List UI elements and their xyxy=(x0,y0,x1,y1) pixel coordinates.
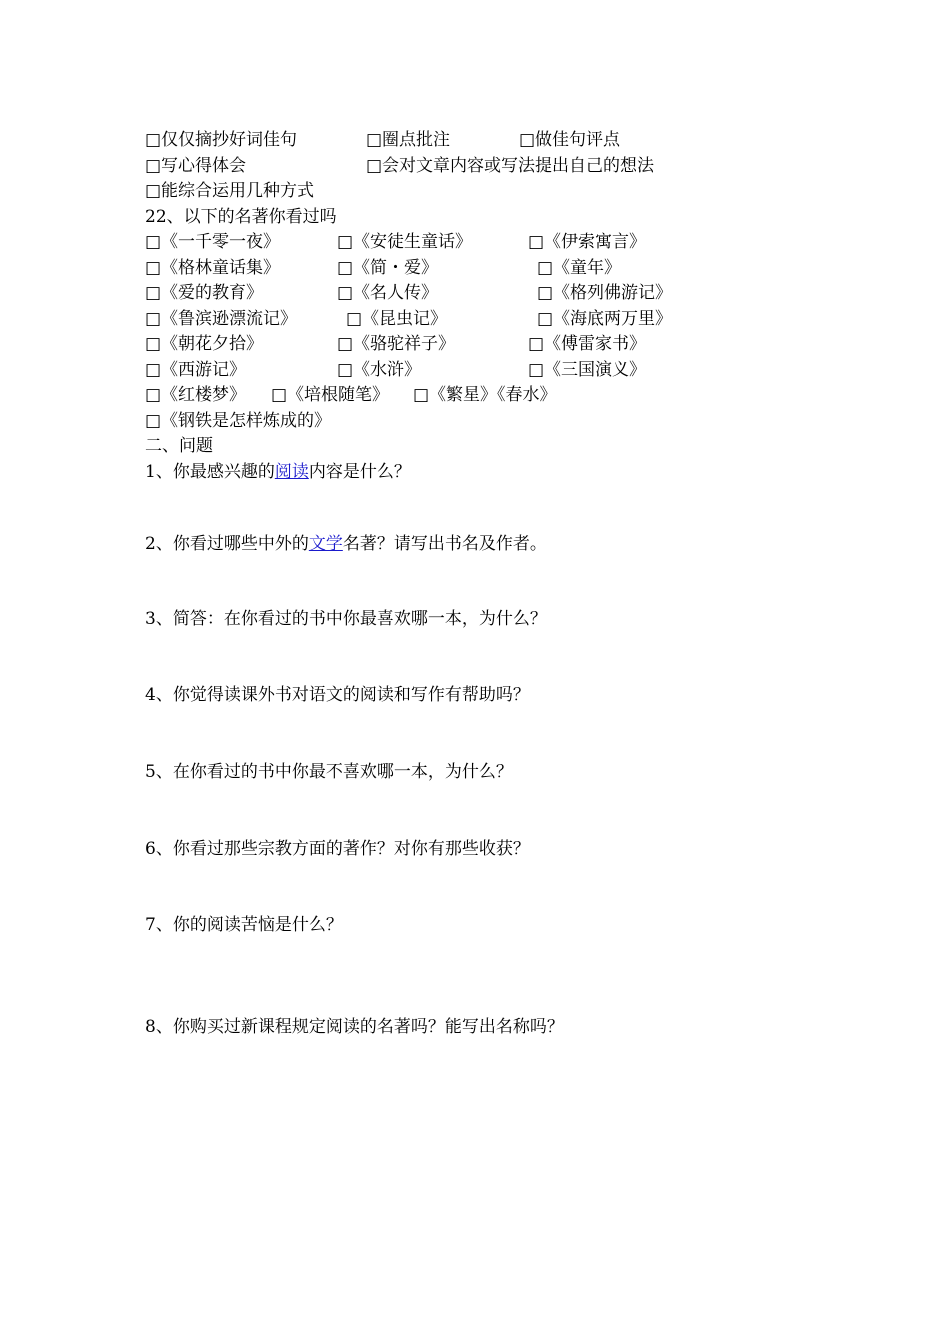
question-7: 7、你的阅读苦恼是什么？ xyxy=(145,915,343,935)
book-option[interactable]: □《简・爱》 xyxy=(337,258,439,278)
question-6: 6、你看过那些宗教方面的著作？对你有那些收获？ xyxy=(145,839,530,859)
book-option[interactable]: □《海底两万里》 xyxy=(537,309,673,329)
book-option[interactable]: □《培根随笔》 xyxy=(271,385,390,405)
book-option[interactable]: □《伊索寓言》 xyxy=(528,232,647,252)
question-2 xyxy=(145,533,547,555)
book-option[interactable]: □《骆驼祥子》 xyxy=(337,334,456,354)
book-option[interactable]: □《爱的教育》 xyxy=(145,283,264,303)
book-option[interactable]: □《繁星》《春水》 xyxy=(413,385,557,405)
section-heading: 二、问题 xyxy=(145,436,213,456)
q22-title: 22、以下的名著你看过吗 xyxy=(145,207,337,227)
option-write-reflections[interactable]: □写心得体会 xyxy=(145,156,247,176)
option-combine-methods[interactable]: □能综合运用几种方式 xyxy=(145,181,315,201)
question-text: 2、你看过哪些中外的 xyxy=(145,534,309,554)
book-option[interactable]: □《格列佛游记》 xyxy=(537,283,673,303)
book-option[interactable]: □《水浒》 xyxy=(337,360,422,380)
question-3: 3、简答：在你看过的书中你最喜欢哪一本，为什么？ xyxy=(145,609,547,629)
question-4: 4、你觉得读课外书对语文的阅读和写作有帮助吗？ xyxy=(145,685,530,705)
book-option[interactable]: □《一千零一夜》 xyxy=(145,232,281,252)
option-copy-phrases[interactable]: □仅仅摘抄好词佳句 xyxy=(145,130,298,150)
book-option[interactable]: □《西游记》 xyxy=(145,360,247,380)
book-option[interactable]: □《名人传》 xyxy=(337,283,439,303)
option-comment-sentences[interactable]: □做佳句评点 xyxy=(519,130,621,150)
question-5: 5、在你看过的书中你最不喜欢哪一本，为什么？ xyxy=(145,762,513,782)
question-text: 内容是什么？ xyxy=(308,462,411,482)
question-text: 1、你最感兴趣的 xyxy=(145,462,275,482)
book-option[interactable]: □《钢铁是怎样炼成的》 xyxy=(145,411,332,431)
book-option[interactable]: □《红楼梦》 xyxy=(145,385,247,405)
book-option[interactable]: □《傅雷家书》 xyxy=(528,334,647,354)
book-option[interactable]: □《鲁滨逊漂流记》 xyxy=(145,309,298,329)
book-option[interactable]: □《童年》 xyxy=(537,258,622,278)
literature-link[interactable]: 文学 xyxy=(308,534,343,554)
reading-link[interactable]: 阅读 xyxy=(274,462,309,482)
option-annotate[interactable]: □圈点批注 xyxy=(366,130,451,150)
question-text: 名著？请写出书名及作者。 xyxy=(342,534,547,554)
question-1 xyxy=(145,461,411,483)
book-option[interactable]: □《格林童话集》 xyxy=(145,258,281,278)
question-8: 8、你购买过新课程规定阅读的名著吗？能写出名称吗？ xyxy=(145,1017,564,1037)
book-option[interactable]: □《安徒生童话》 xyxy=(337,232,473,252)
book-option[interactable]: □《昆虫记》 xyxy=(346,309,448,329)
book-option[interactable]: □《朝花夕拾》 xyxy=(145,334,264,354)
option-own-ideas[interactable]: □会对文章内容或写法提出自己的想法 xyxy=(366,156,655,176)
book-option[interactable]: □《三国演义》 xyxy=(528,360,647,380)
